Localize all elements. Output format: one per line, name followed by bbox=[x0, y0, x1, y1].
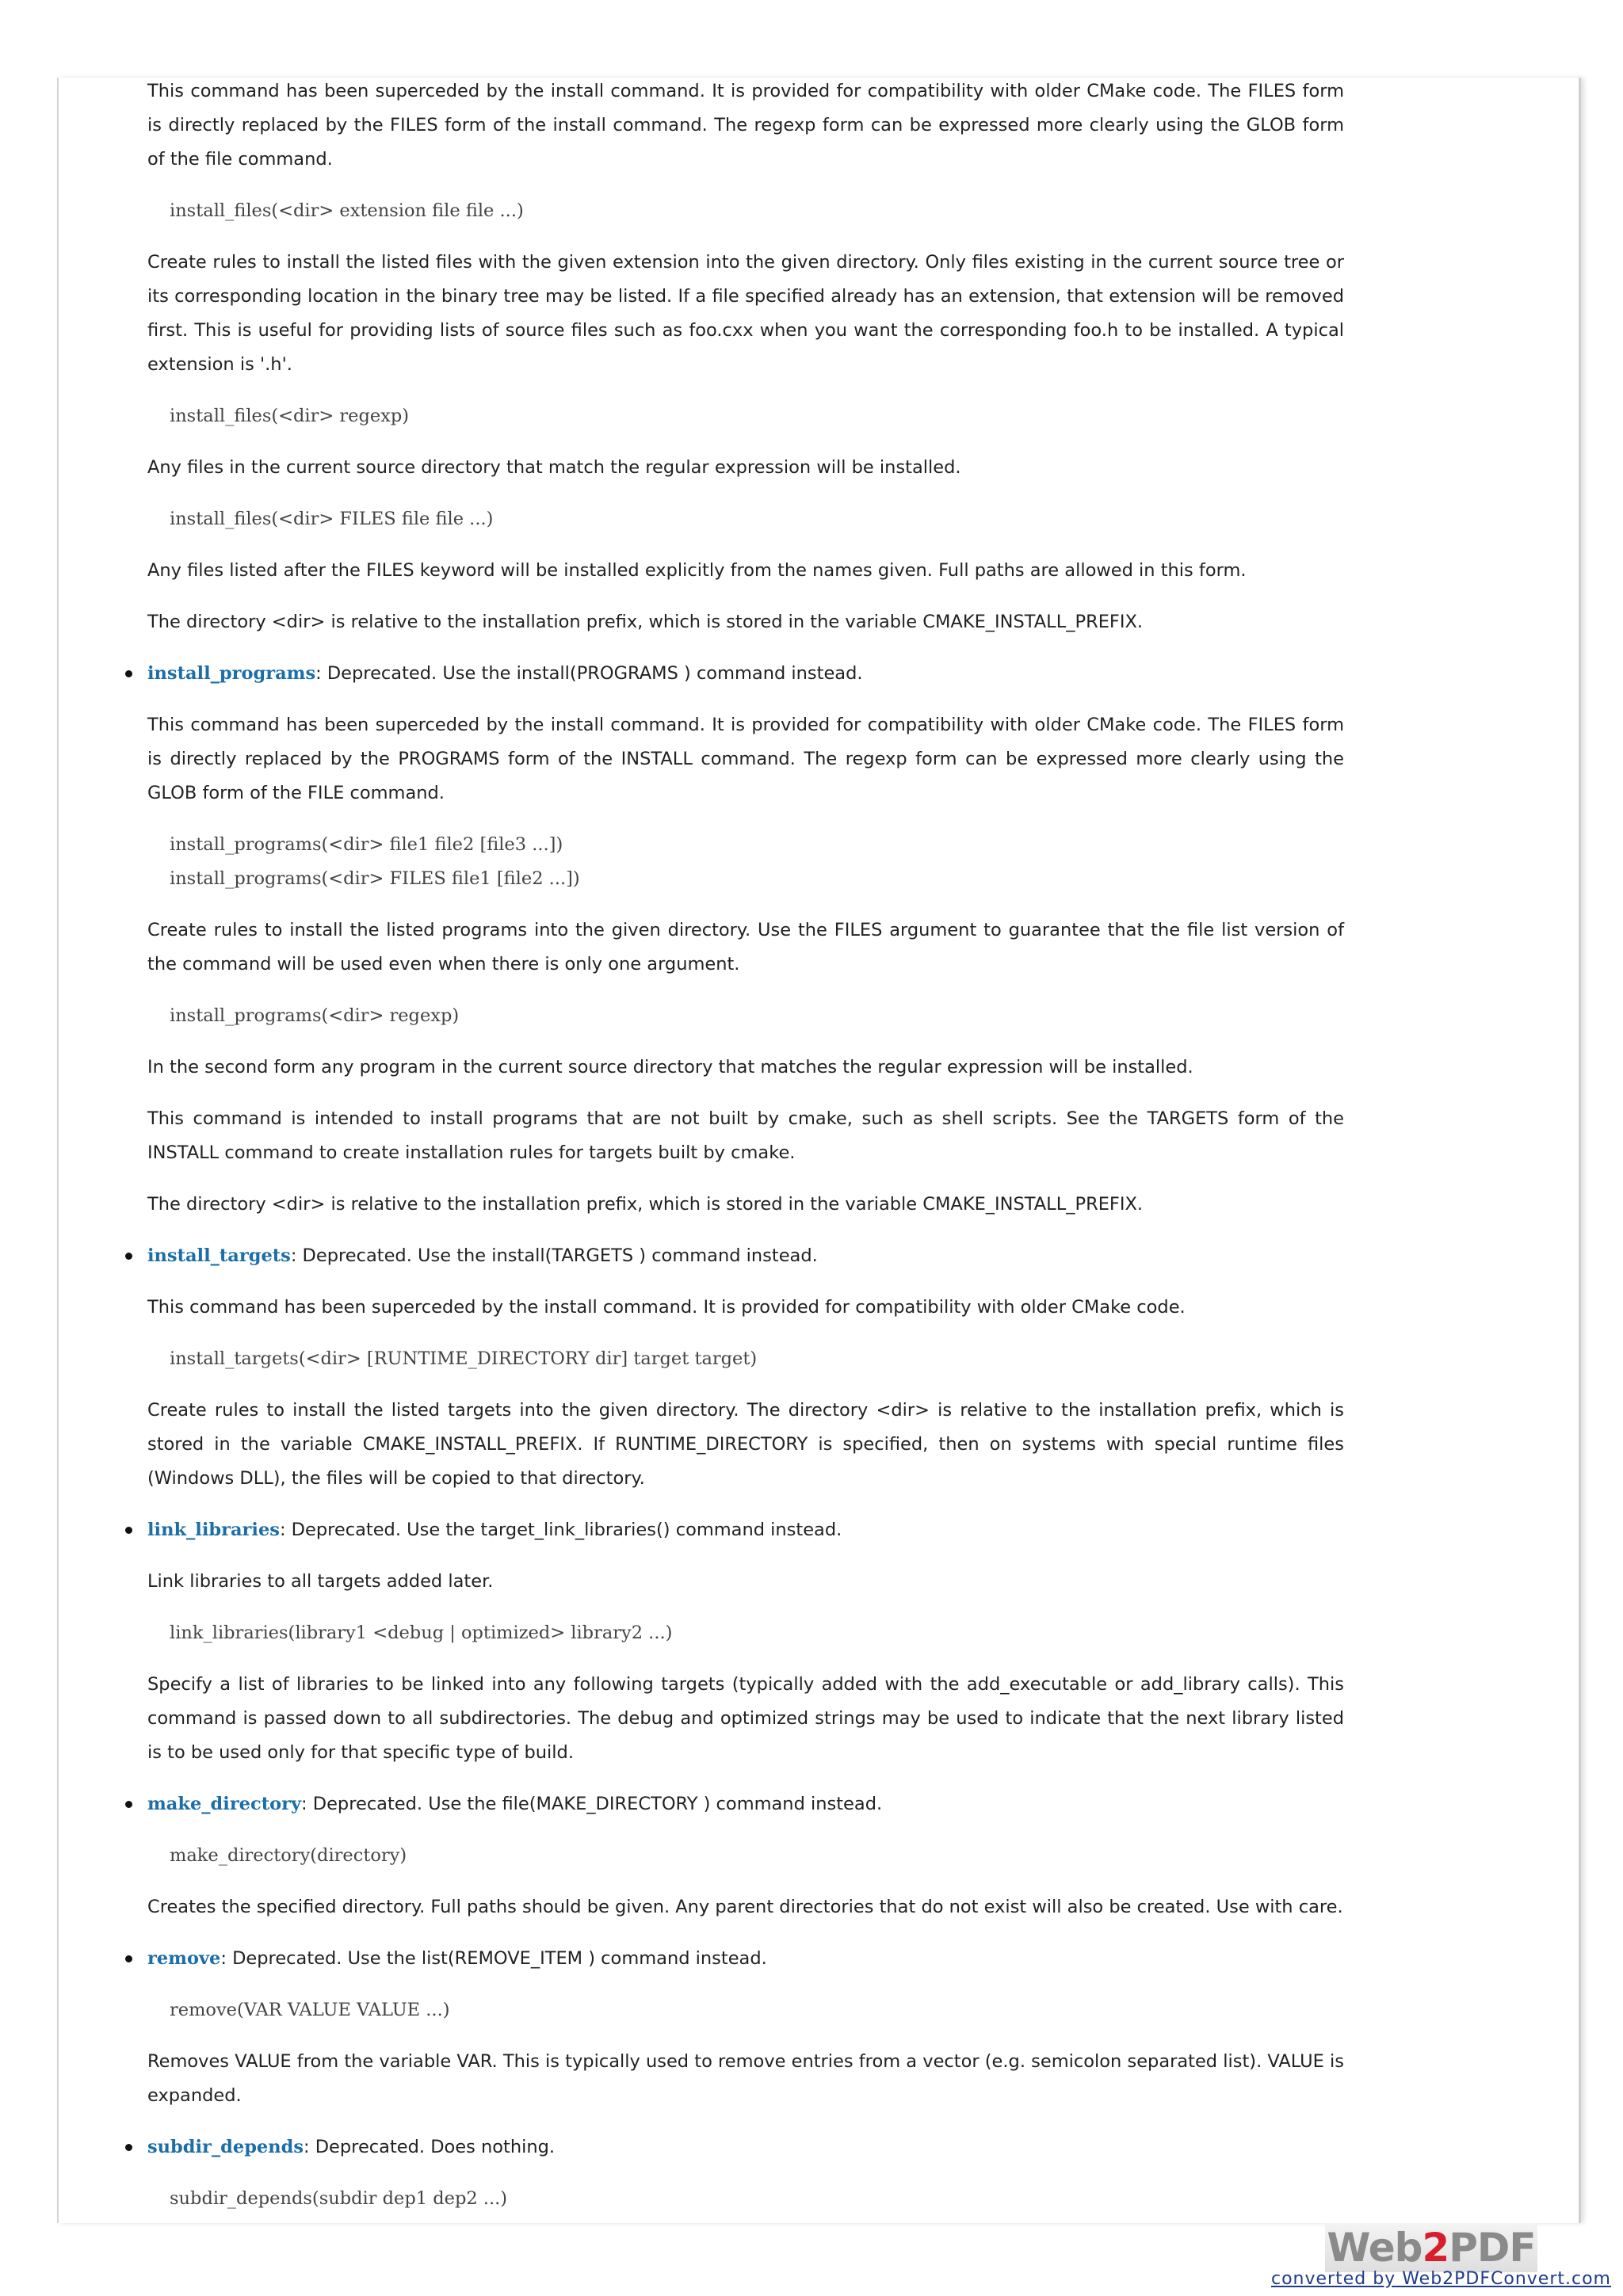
code-block: make_directory(directory) bbox=[170, 1845, 407, 1866]
bullet-icon bbox=[125, 670, 132, 677]
install-targets-link[interactable]: install_targets bbox=[147, 1245, 291, 1266]
item-summary: : Deprecated. Use the list(REMOVE_ITEM ) command instead. bbox=[220, 1948, 767, 1969]
bullet-icon bbox=[125, 1955, 132, 1962]
paragraph: The directory <dir> is relative to the installation prefix, which is stored in the variable CMAKE_INSTALL_PREFIX. bbox=[147, 612, 1144, 632]
list-item-subdir-depends bbox=[147, 2130, 1344, 2164]
list-item-make-directory bbox=[147, 1787, 1344, 1821]
paragraph: Create rules to install the listed programs into the given directory. Use the FILES argument to guarantee that the file list version of the command will be used even when there is only one argument. bbox=[147, 920, 1344, 974]
paragraph: Creates the specified directory. Full paths should be given. Any parent directories that do not exist will also be created. Use with care. bbox=[147, 1897, 1343, 1917]
paragraph: The directory <dir> is relative to the installation prefix, which is stored in the variable CMAKE_INSTALL_PREFIX. bbox=[147, 1194, 1144, 1215]
bullet-icon bbox=[125, 1801, 132, 1808]
item-summary: : Deprecated. Use the install(TARGETS ) command instead. bbox=[290, 1245, 818, 1266]
bullet-icon bbox=[125, 1253, 132, 1260]
item-summary: : Deprecated. Use the file(MAKE_DIRECTORY ) command instead. bbox=[301, 1794, 883, 1814]
item-summary: : Deprecated. Use the install(PROGRAMS ) command instead. bbox=[315, 663, 863, 684]
code-block: install_files(<dir> FILES file file ...) bbox=[170, 509, 494, 529]
code-block: remove(VAR VALUE VALUE ...) bbox=[170, 2000, 450, 2020]
paragraph: This command has been superceded by the install command. It is provided for compatibility with older CMake code. The FILES form is directly replaced by the FILES form of the install command. The regexp form can be expressed more clearly using the GLOB form of the file command. bbox=[147, 81, 1344, 170]
item-summary: : Deprecated. Does nothing. bbox=[304, 2137, 556, 2157]
paragraph: Removes VALUE from the variable VAR. This is typically used to remove entries from a vector (e.g. semicolon separated list). VALUE is expanded. bbox=[147, 2051, 1344, 2106]
paragraph: Specify a list of libraries to be linked into any following targets (typically added with the add_executable or add_library calls). This command is passed down to all subdirectories. The debug and optimized strings may be used to indicate that the next library listed is to be used only for that specific type of build. bbox=[147, 1674, 1344, 1763]
paragraph: Any files in the current source directory that match the regular expression will be installed. bbox=[147, 457, 961, 478]
code-block bbox=[170, 828, 1344, 896]
document-content bbox=[147, 74, 1344, 2233]
make-directory-link[interactable]: make_directory bbox=[147, 1794, 302, 1814]
list-item-install-programs bbox=[147, 657, 1344, 691]
code-block: subdir_depends(subdir dep1 dep2 ...) bbox=[170, 2188, 508, 2209]
bullet-icon bbox=[125, 2144, 132, 2151]
code-block: install_files(<dir> extension file file ...) bbox=[170, 200, 524, 221]
code-block: install_targets(<dir> [RUNTIME_DIRECTORY dir] target target) bbox=[170, 1348, 758, 1369]
code-line: install_programs(<dir> file1 file2 [file3 ...]) bbox=[170, 834, 563, 855]
list-item-install-targets bbox=[147, 1239, 1344, 1273]
install-programs-link[interactable]: install_programs bbox=[147, 663, 316, 684]
remove-link[interactable]: remove bbox=[147, 1948, 221, 1969]
paragraph: In the second form any program in the current source directory that matches the regular expression will be installed. bbox=[147, 1057, 1193, 1077]
list-item-remove bbox=[147, 1942, 1344, 1976]
subdir-depends-link[interactable]: subdir_depends bbox=[147, 2137, 304, 2157]
logo-text: PDF bbox=[1449, 2225, 1536, 2271]
link-libraries-link[interactable]: link_libraries bbox=[147, 1520, 280, 1540]
logo-text: Web bbox=[1327, 2225, 1423, 2271]
paragraph: This command is intended to install programs that are not built by cmake, such as shell scripts. See the TARGETS form of the INSTALL command to create installation rules for targets built by cmake. bbox=[147, 1108, 1344, 1163]
list-item-link-libraries bbox=[147, 1513, 1344, 1547]
code-block: install_files(<dir> regexp) bbox=[170, 406, 410, 426]
logo-text: 2 bbox=[1422, 2225, 1449, 2271]
paragraph: Any files listed after the FILES keyword will be installed explicitly from the names given. Full paths are allowed in this form. bbox=[147, 560, 1247, 581]
converted-by-link[interactable]: converted by Web2PDFConvert.com bbox=[1271, 2269, 1611, 2289]
paragraph: Link libraries to all targets added later. bbox=[147, 1571, 494, 1592]
paragraph: Create rules to install the listed files with the given extension into the given directory. Only files existing in the current source tree or its corresponding location in the binary tree may be listed. If a file specified already has an extension, that extension will be removed first. This is useful for providing lists of source files such as foo.cxx when you want the corresponding foo.h to be installed. A typical extension is '.h'. bbox=[147, 252, 1344, 375]
code-block: link_libraries(library1 <debug | optimized> library2 ...) bbox=[170, 1623, 673, 1643]
paragraph: This command has been superceded by the install command. It is provided for compatibility with older CMake code. bbox=[147, 1297, 1186, 1318]
web2pdf-logo bbox=[1325, 2223, 1537, 2272]
bullet-icon bbox=[125, 1527, 132, 1534]
code-block: install_programs(<dir> regexp) bbox=[170, 1005, 460, 1026]
code-line: install_programs(<dir> FILES file1 [file2 ...]) bbox=[170, 868, 580, 889]
paragraph: This command has been superceded by the install command. It is provided for compatibility with older CMake code. The FILES form is directly replaced by the PROGRAMS form of the INSTALL command. The regexp form can be expressed more clearly using the GLOB form of the FILE command. bbox=[147, 715, 1344, 803]
paragraph: Create rules to install the listed targets into the given directory. The directory <dir> is relative to the installation prefix, which is stored in the variable CMAKE_INSTALL_PREFIX. If RUNTIME_DIRECTORY is specified, then on systems with special runtime files (Windows DLL), the files will be copied to that directory. bbox=[147, 1400, 1344, 1489]
item-summary: : Deprecated. Use the target_link_libraries() command instead. bbox=[279, 1520, 842, 1540]
